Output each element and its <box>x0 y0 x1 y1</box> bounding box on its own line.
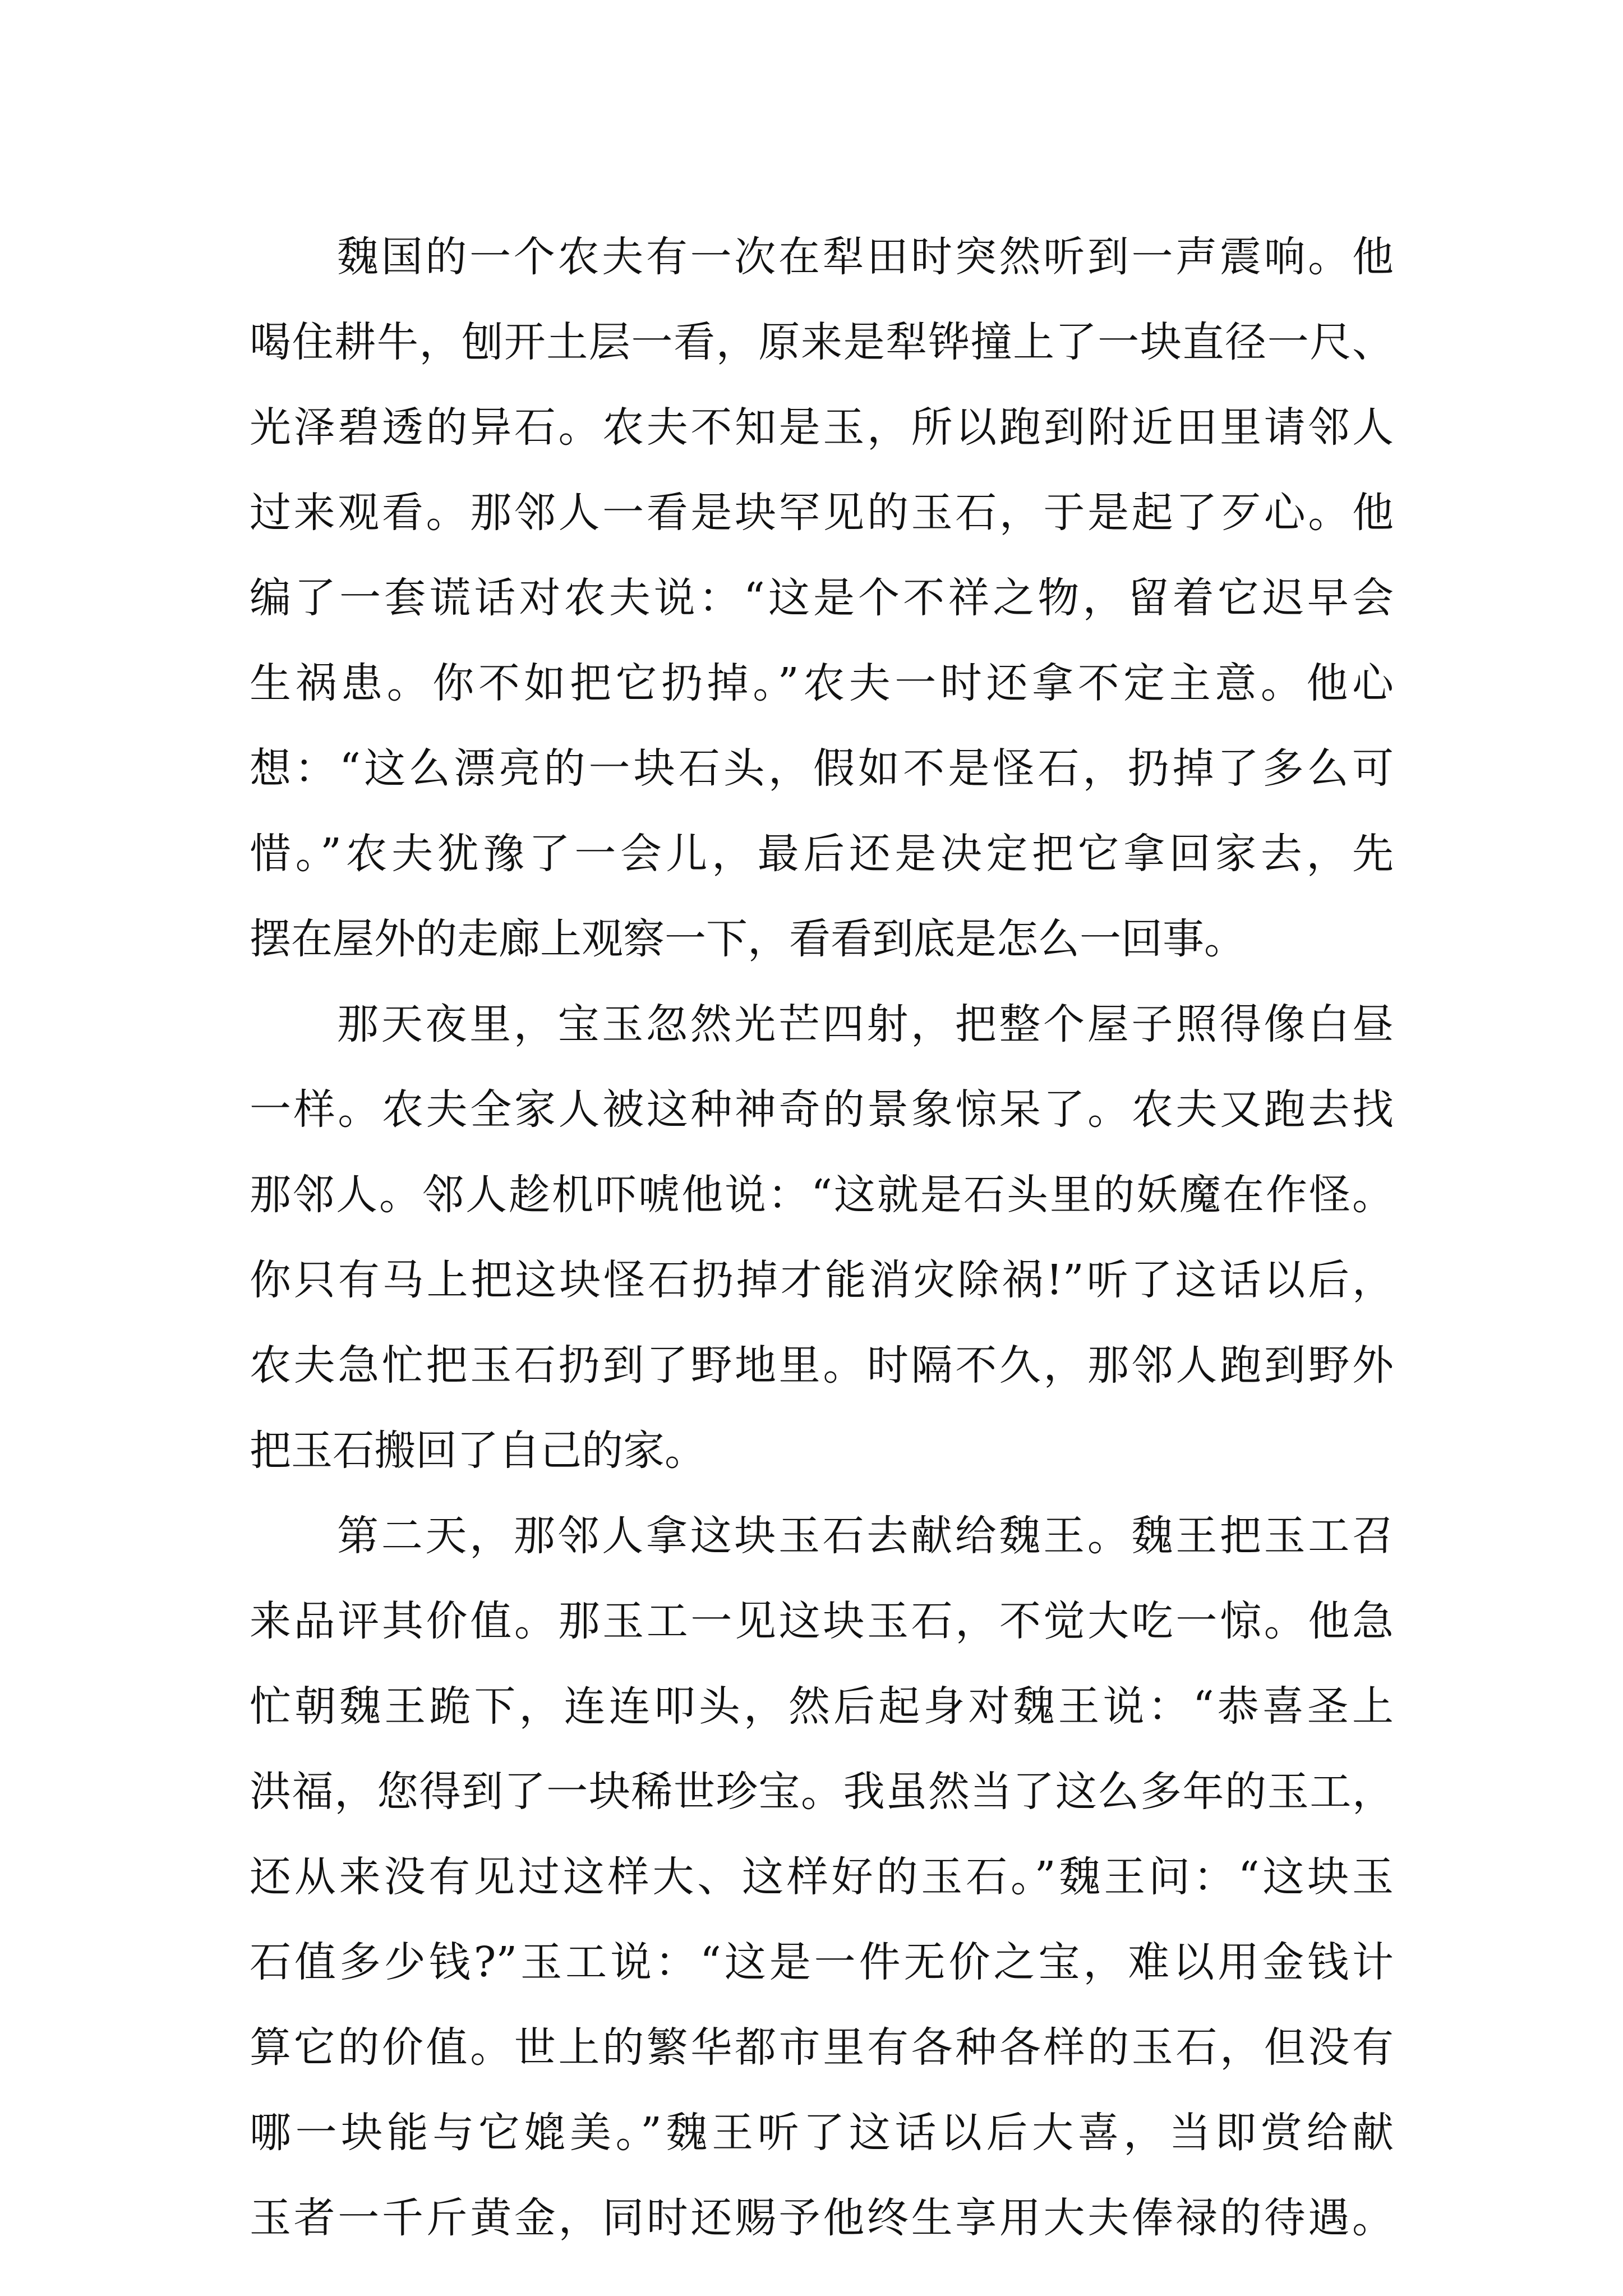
paragraph-1-line-1: 魏国的一个农夫有一次在犁田时突然听到一声震响。他 <box>337 233 1394 281</box>
paragraph-1-line-6: 生祸患。你不如把它扔掉。”农夫一时还拿不定主意。他心 <box>250 659 1394 707</box>
paragraph-1-line-2: 喝住耕牛，刨开土层一看，原来是犁铧撞上了一块直径一尺、 <box>250 318 1394 366</box>
paragraph-3-line-9: 玉者一千斤黄金，同时还赐予他终生享用大夫俸禄的待遇。 <box>250 2194 1394 2242</box>
paragraph-2-line-2: 一样。农夫全家人被这种神奇的景象惊呆了。农夫又跑去找 <box>250 1085 1394 1134</box>
paragraph-3-line-5: 还从来没有见过这样大、这样好的玉石。”魏王问：“这块玉 <box>250 1853 1394 1901</box>
paragraph-1-line-7: 想：“这么漂亮的一块石头，假如不是怪石，扔掉了多么可 <box>250 744 1394 793</box>
paragraph-3-line-6: 石值多少钱?”玉工说：“这是一件无价之宝，难以用金钱计 <box>250 1938 1394 1986</box>
paragraph-3-line-4: 洪福，您得到了一块稀世珍宝。我虽然当了这么多年的玉工， <box>250 1768 1394 1816</box>
paragraph-3-line-1: 第二天，那邻人拿这块玉石去献给魏王。魏王把玉工召 <box>337 1512 1394 1560</box>
paragraph-1-line-8: 惜。”农夫犹豫了一会儿，最后还是决定把它拿回家去，先 <box>250 830 1394 878</box>
paragraph-1-line-9: 摆在屋外的走廊上观察一下，看看到底是怎么一回事。 <box>250 915 1246 963</box>
paragraph-2-line-1: 那天夜里，宝玉忽然光芒四射，把整个屋子照得像白昼 <box>337 1000 1394 1048</box>
paragraph-2-line-6: 把玉石搬回了自己的家。 <box>250 1427 706 1475</box>
paragraph-2-line-3: 那邻人。邻人趁机吓唬他说：“这就是石头里的妖魔在作怪。 <box>250 1171 1394 1219</box>
paragraph-3-line-7: 算它的价值。世上的繁华都市里有各种各样的玉石，但没有 <box>250 2023 1394 2072</box>
paragraph-3-line-3: 忙朝魏王跪下，连连叩头，然后起身对魏王说：“恭喜圣上 <box>250 1682 1394 1731</box>
paragraph-3-line-8: 哪一块能与它媲美。”魏王听了这话以后大喜，当即赏给献 <box>250 2109 1394 2157</box>
paragraph-2-line-4: 你只有马上把这块怪石扔掉才能消灾除祸!”听了这话以后， <box>250 1256 1394 1304</box>
paragraph-1-line-5: 编了一套谎话对农夫说：“这是个不祥之物，留着它迟早会 <box>250 574 1394 622</box>
story-text <box>250 214 1394 2261</box>
paragraph-3-line-2: 来品评其价值。那玉工一见这块玉石，不觉大吃一惊。他急 <box>250 1597 1394 1645</box>
paragraph-1-line-3: 光泽碧透的异石。农夫不知是玉，所以跑到附近田里请邻人 <box>250 403 1394 452</box>
paragraph-2-line-5: 农夫急忙把玉石扔到了野地里。时隔不久，那邻人跑到野外 <box>250 1341 1394 1389</box>
paragraph-1-line-4: 过来观看。那邻人一看是块罕见的玉石，于是起了歹心。他 <box>250 489 1394 537</box>
